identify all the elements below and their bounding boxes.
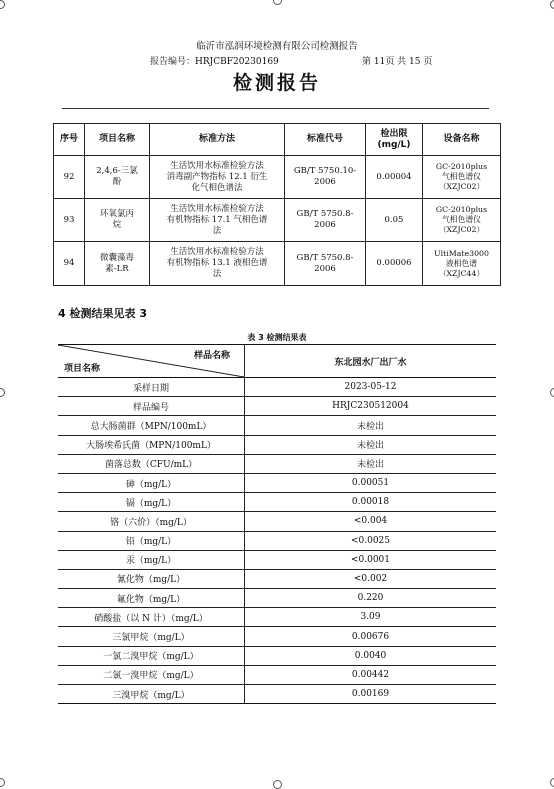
result-item-name: 采样日期 [58, 378, 245, 397]
result-item-name: 二氯一溴甲烷（mg/L） [58, 665, 245, 684]
result-item-value: 0.220 [245, 589, 497, 608]
result-item-name: 三氯甲烷（mg/L） [58, 627, 245, 646]
result-item-value: <0.004 [245, 512, 497, 531]
result-item-name: 铅（mg/L） [58, 531, 245, 550]
result-item-name: 大肠埃希氏菌（MPN/100mL） [58, 435, 245, 454]
col-header-method: 标准方法 [150, 124, 285, 156]
result-item-value: 0.00051 [245, 473, 497, 492]
row-code: GB/T 5750.8- 2006 [285, 199, 366, 242]
binding-hole-mark [550, 388, 554, 397]
table-row [58, 685, 496, 704]
table-row [58, 416, 496, 435]
report-number: 报告编号：HRJCBF20230169 [150, 57, 279, 67]
table-row [58, 608, 496, 627]
result-table-header [58, 345, 496, 378]
result-item-value: 0.00442 [245, 665, 497, 684]
result-item-name: 菌落总数（CFU/mL） [58, 454, 245, 473]
row-no: 94 [54, 242, 85, 286]
diagonal-header-cell [58, 345, 245, 378]
row-name: 2,4,6-三氯 酚 [85, 156, 150, 199]
result-item-value: 2023-05-12 [245, 378, 497, 397]
table-row [58, 665, 496, 684]
table-row [58, 550, 496, 569]
result-item-name: 镉（mg/L） [58, 493, 245, 512]
binding-hole-mark [273, 0, 282, 5]
col-header-limit: 检出限 (mg/L) [366, 124, 423, 156]
result-item-value: 3.09 [245, 608, 497, 627]
row-method: 生活饮用水标准检验方法 消毒副产物指标 12.1 衍生 化气相色谱法 [150, 156, 285, 199]
table-row [54, 242, 501, 286]
result-item-name: 一氯二溴甲烷（mg/L） [58, 646, 245, 665]
item-name-label: 项目名称 [64, 364, 101, 374]
row-name: 微囊藻毒 素-LR [85, 242, 150, 286]
result-table-body [58, 378, 496, 704]
result-item-value: <0.0025 [245, 531, 497, 550]
result-item-name: 三溴甲烷（mg/L） [58, 685, 245, 704]
table-row [58, 493, 496, 512]
row-no: 93 [54, 199, 85, 242]
row-code: GB/T 5750.10- 2006 [285, 156, 366, 199]
method-table [53, 123, 501, 286]
result-item-name: 汞（mg/L） [58, 550, 245, 569]
row-device: GC-2010plus 气相色谱仪 （XZJC02） [423, 199, 501, 242]
result-item-value: 0.00169 [245, 685, 497, 704]
result-item-value: 0.00018 [245, 493, 497, 512]
binding-hole-mark [550, 778, 554, 787]
sample-name-label: 样品名称 [193, 351, 230, 361]
result-item-value: 0.00676 [245, 627, 497, 646]
row-limit: 0.05 [366, 199, 423, 242]
row-method: 生活饮用水标准检验方法 有机物指标 13.1 液相色谱 法 [150, 242, 285, 286]
table-caption: 表 3 检测结果表 [247, 333, 307, 342]
row-limit: 0.00006 [366, 242, 423, 286]
result-item-name: 硝酸盐（以 N 计）（mg/L） [58, 608, 245, 627]
result-item-value: <0.0001 [245, 550, 497, 569]
row-device: GC-2010plus 气相色谱仪 （XZJC02） [423, 156, 501, 199]
table-row [58, 512, 496, 531]
result-item-name: 总大肠菌群（MPN/100mL） [58, 416, 245, 435]
table-row [58, 627, 496, 646]
title-divider [62, 108, 489, 109]
result-item-name: 氰化物（mg/L） [58, 569, 245, 588]
row-code: GB/T 5750.8- 2006 [285, 242, 366, 286]
table-row [54, 199, 501, 242]
result-item-value: HRJC230512004 [245, 397, 497, 416]
result-item-name: 砷（mg/L） [58, 473, 245, 492]
binding-hole-mark [0, 0, 5, 9]
table-row [54, 156, 501, 199]
table-row [58, 378, 496, 397]
table-row [58, 397, 496, 416]
row-limit: 0.00004 [366, 156, 423, 199]
binding-hole-mark [550, 0, 554, 9]
table-row [58, 569, 496, 588]
binding-hole-mark [0, 388, 5, 397]
page-title: 检测报告 [232, 72, 321, 94]
result-item-value: 0.0040 [245, 646, 497, 665]
col-header-no: 序号 [54, 124, 85, 156]
result-item-value: 未检出 [245, 416, 497, 435]
result-item-value: 未检出 [245, 454, 497, 473]
section-title: 4 检测结果见表 3 [58, 307, 147, 320]
binding-hole-mark [0, 778, 5, 787]
table-row [58, 531, 496, 550]
sample-name-value: 东北园水厂出厂水 [245, 345, 497, 378]
table-row [58, 435, 496, 454]
row-name: 环氧氯丙 烷 [85, 199, 150, 242]
col-header-name: 项目名称 [85, 124, 150, 156]
table-row [58, 454, 496, 473]
table-row [58, 473, 496, 492]
col-header-device: 设备名称 [423, 124, 501, 156]
row-device: UltiMate3000 液相色谱 （XZJC44） [423, 242, 501, 286]
table-row [58, 646, 496, 665]
result-item-name: 氟化物（mg/L） [58, 589, 245, 608]
company-header: 临沂市泓润环境检测有限公司检测报告 [196, 41, 358, 52]
result-table [58, 344, 496, 704]
result-item-name: 铬（六价）（mg/L） [58, 512, 245, 531]
result-item-name: 样品编号 [58, 397, 245, 416]
page-info: 第 11页 共 15 页 [362, 57, 433, 67]
col-header-code: 标准代号 [285, 124, 366, 156]
result-item-value: 未检出 [245, 435, 497, 454]
row-method: 生活饮用水标准检验方法 有机物指标 17.1 气相色谱 法 [150, 199, 285, 242]
method-table-header [54, 124, 501, 156]
row-no: 92 [54, 156, 85, 199]
table-row [58, 589, 496, 608]
result-item-value: <0.002 [245, 569, 497, 588]
